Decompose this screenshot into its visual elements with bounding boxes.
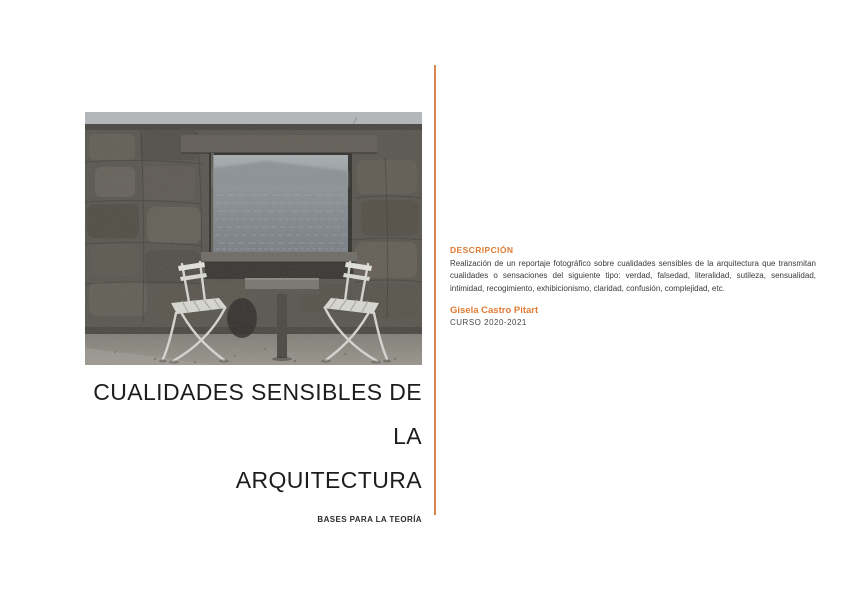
description-body: Realización de un reportaje fotográfico sobre cualidades sensibles de la arquitectura que transmitan cualidades o sensaciones del siguiente tipo: verdad, falsedad, literalidad, sutileza, sensualidad, intimidad, recogimiento, exhibicionismo, claridad, confusión, complejidad, etc. — [450, 259, 816, 293]
author-name: Gisela Castro Pitart — [450, 304, 539, 316]
page-title-line-1: CUALIDADES SENSIBLES DE LA — [93, 379, 422, 449]
course-year: CURSO 2020-2021 — [450, 317, 527, 327]
vertical-divider-rule — [434, 65, 436, 515]
description-heading: DESCRIPCIÓN — [450, 245, 514, 255]
cover-photo — [85, 112, 422, 365]
page-title-line-2: ARQUITECTURA — [235, 467, 422, 493]
page-title — [60, 370, 422, 502]
title-block — [60, 370, 422, 524]
description-panel — [450, 245, 816, 327]
page-subtitle: BASES PARA LA TEORÍA — [317, 515, 422, 524]
cover-photo-image — [85, 112, 422, 365]
photo-grain-overlay — [85, 112, 422, 365]
